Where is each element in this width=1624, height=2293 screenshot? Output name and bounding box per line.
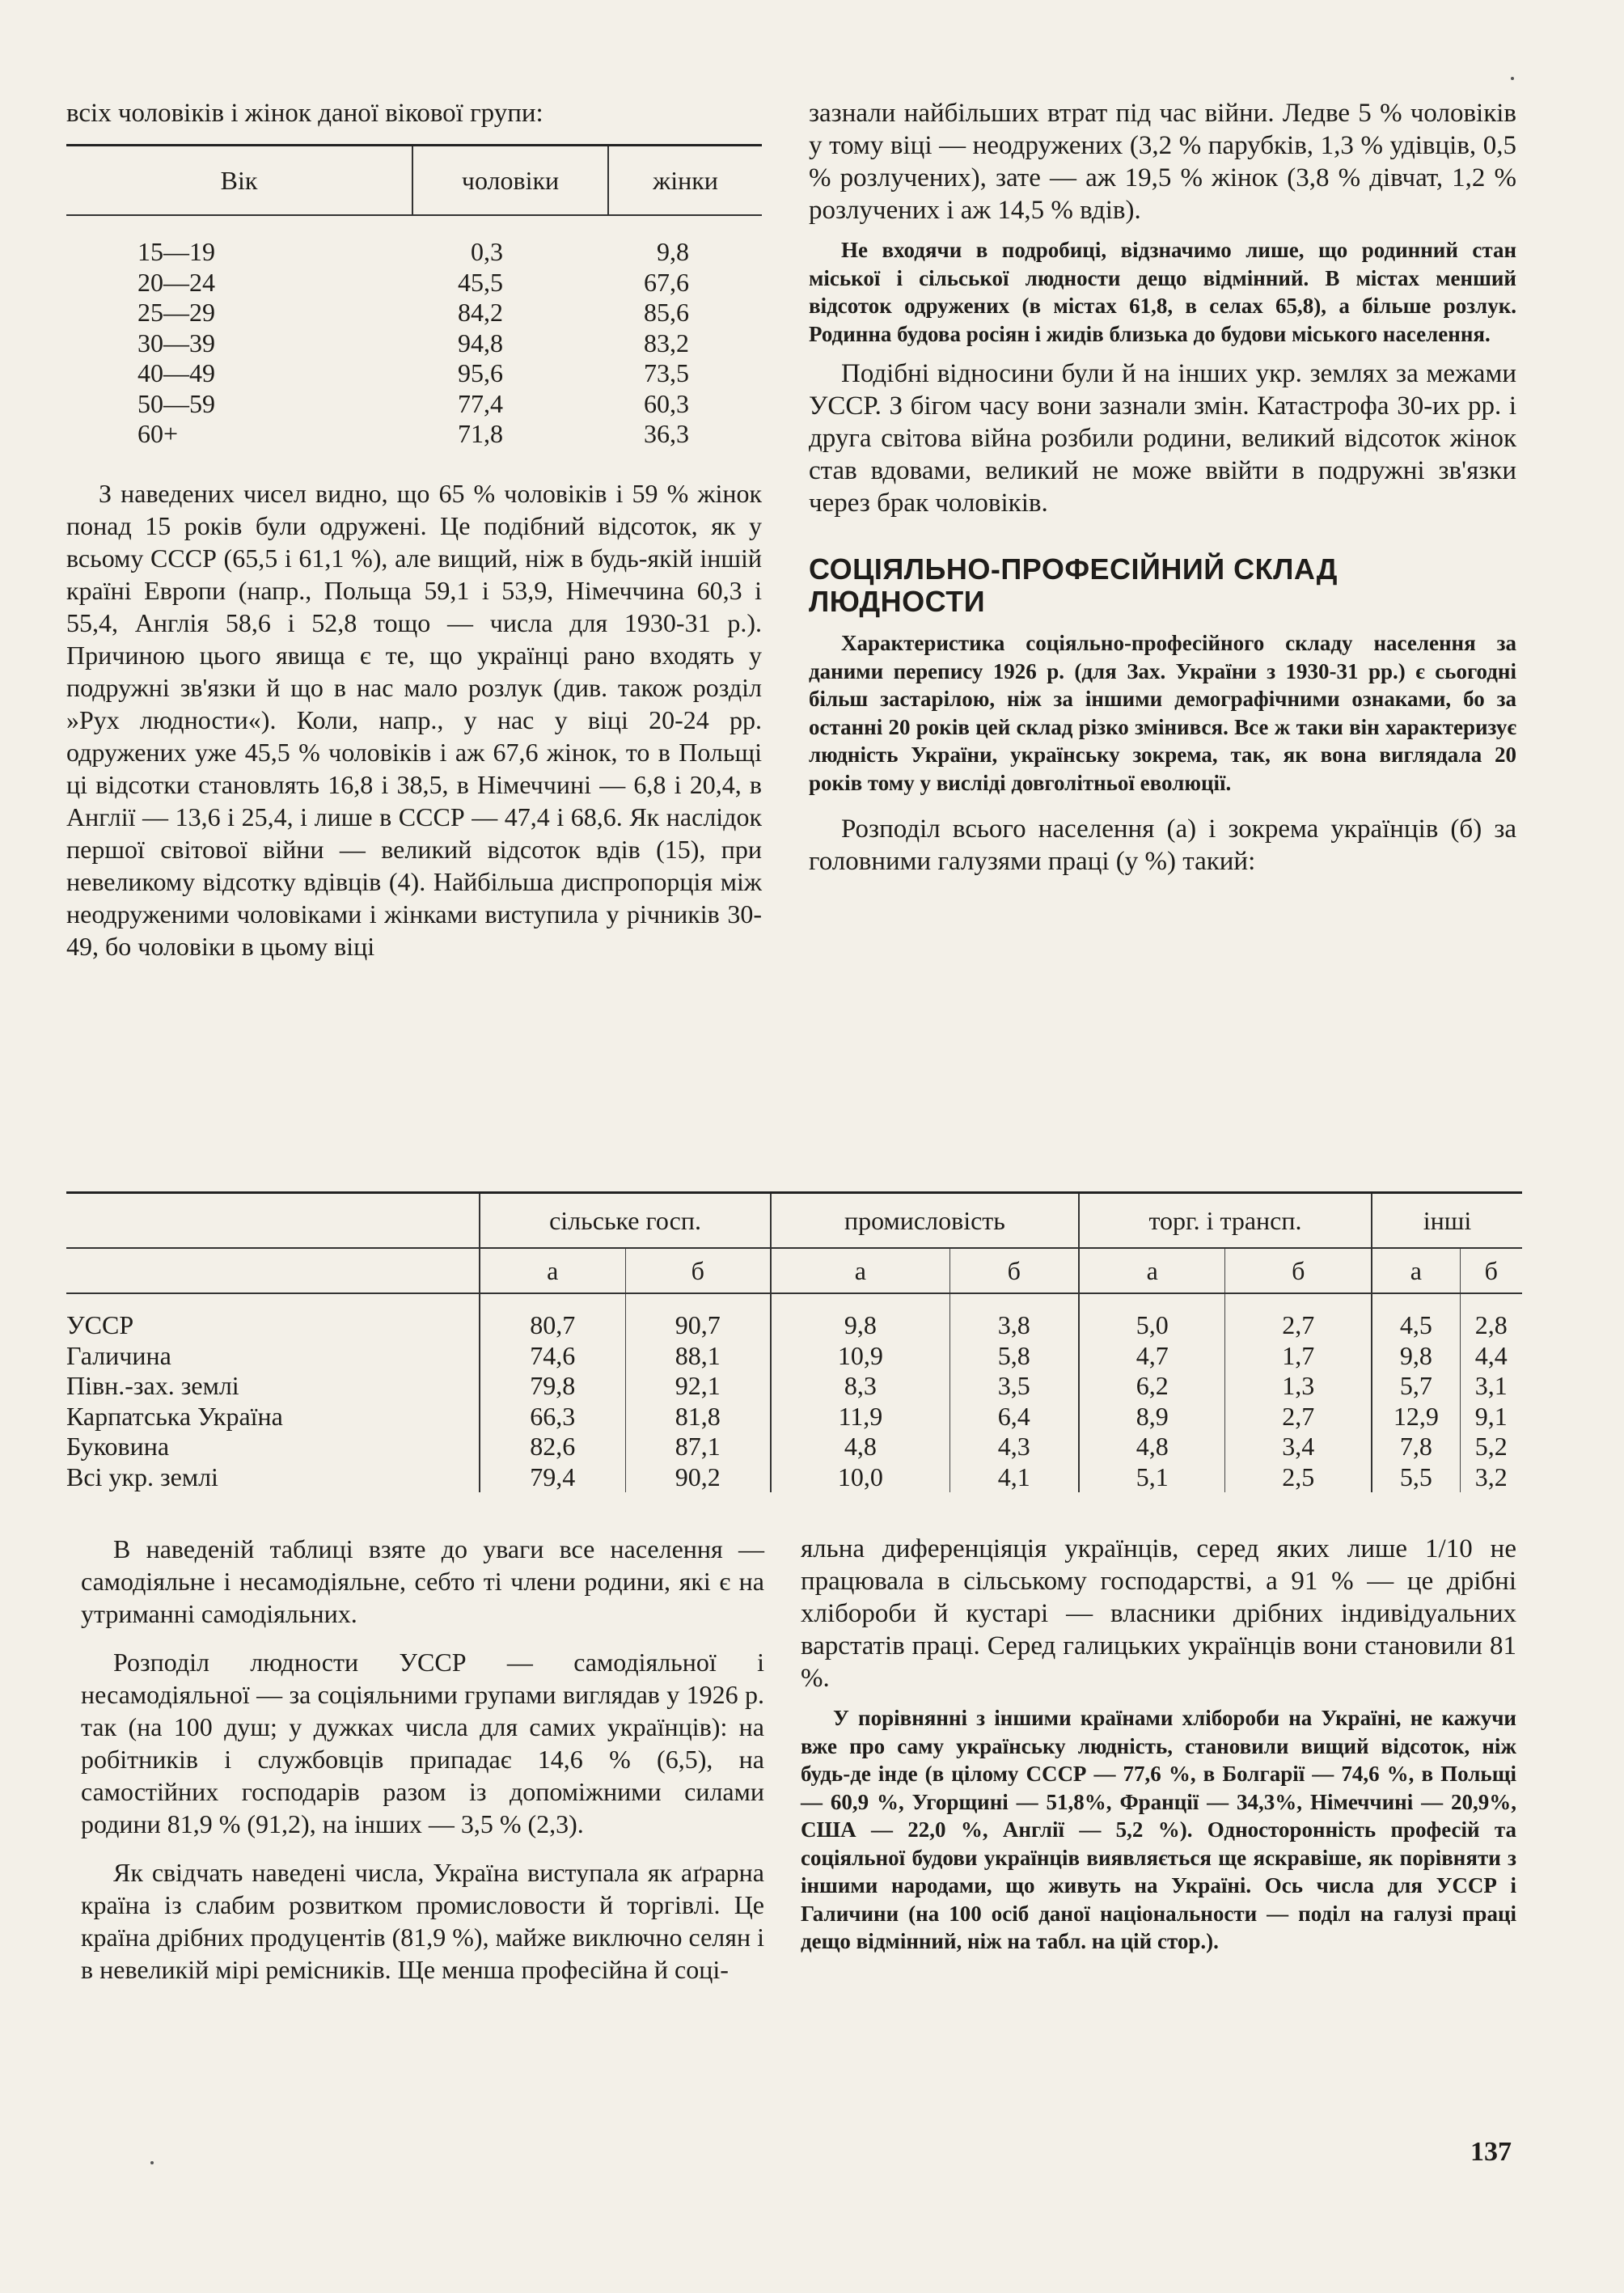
- trade-a-cell: 4,7: [1079, 1341, 1225, 1372]
- men-cell: 45,5: [458, 267, 504, 297]
- sub-header-b: б: [1225, 1248, 1372, 1293]
- men-cell: 0,3: [471, 237, 504, 267]
- paragraph-other-lands: Подібні відносини були й на інших укр. землях за межами УССР. З бігом часу вони зазнали змін. Катастрофа 30-их рр. і друга світова війна розбили родини, великий відсоток жінок став вдовами, великий не може ввійти в подружні зв'язки через брак чоловіків.: [809, 359, 1516, 518]
- agri-a-cell: 79,4: [480, 1462, 625, 1493]
- agri-a-cell: 74,6: [480, 1341, 625, 1372]
- age-table-row: [66, 215, 762, 268]
- sub-header-b: б: [625, 1248, 771, 1293]
- trade-a-cell: 5,0: [1079, 1293, 1225, 1341]
- other-a-cell: 5,5: [1372, 1462, 1460, 1493]
- intro-line: всіх чоловіків і жінок даної вікової групи:: [66, 99, 543, 128]
- industry-a-cell: 11,9: [771, 1402, 949, 1432]
- sub-header-b: б: [1460, 1248, 1522, 1293]
- trade-b-cell: 2,5: [1225, 1462, 1372, 1493]
- age-header: Вік: [66, 146, 412, 216]
- industry-a-cell: 10,0: [771, 1462, 949, 1493]
- women-header: жінки: [608, 146, 762, 216]
- men-header: чоловіки: [412, 146, 608, 216]
- age-cell: 50—59: [137, 388, 215, 418]
- group-header-other: інші: [1372, 1193, 1522, 1249]
- agri-a-cell: 80,7: [480, 1293, 625, 1341]
- women-cell: 67,6: [644, 267, 689, 297]
- occupation-table-row: [66, 1462, 1522, 1493]
- note-urban-rural: Не входячи в подробиці, відзначимо лише, що родинний стан міської і сільської людности дещо відмінний. В містах менший відсоток одружених (в містах 61,8, в селах 65,8), а більше розлук. Родинна будова росіян і жидів близька до будови міського населення.: [809, 238, 1516, 346]
- agri-a-cell: 82,6: [480, 1432, 625, 1462]
- age-cell: 25—29: [137, 298, 215, 328]
- other-b-cell: 3,2: [1460, 1462, 1522, 1493]
- women-cell: 73,5: [644, 358, 689, 388]
- age-cell: 15—19: [137, 237, 215, 267]
- paragraph-distribution-intro: Розподіл всього населення (а) і зокрема українців (б) за головними галузями праці (у %) такий:: [809, 814, 1516, 876]
- left-column-top: [66, 97, 762, 962]
- trade-b-cell: 2,7: [1225, 1293, 1372, 1341]
- industry-a-cell: 10,9: [771, 1341, 949, 1372]
- other-b-cell: 4,4: [1460, 1341, 1522, 1372]
- trade-b-cell: 2,7: [1225, 1402, 1372, 1432]
- region-cell: Карпатська Україна: [66, 1401, 283, 1431]
- agri-b-cell: 90,2: [625, 1462, 771, 1493]
- agri-b-cell: 81,8: [625, 1402, 771, 1432]
- paragraph-marriage-stats: З наведених чисел видно, що 65 % чоловіків і 59 % жінок понад 15 років були одружені. Це подібний відсоток, як у всьому СССР (65,5 і 61,1 %), але вищий, ніж в будь-якій іншій країні Европи (напр., Польща 59,1 і 53,9, Німеччина 60,3 і 55,4, Англія 58,6 і 52,8 тощо — числа для 1930-31 р.). Причиною цього явища є те, що українці рано входять у подружні зв'язки й що в нас мало розлук (див. також розділ »Рух людности«). Коли, напр., у нас у віці 20-24 рр. одружених уже 45,5 % чоловіків і аж 67,6 жінок, то в Польщі ці відсотки становлять 16,8 і 38,5, в Німеччині — 6,8 і 20,4, в Англії — 13,6 і 25,4, і лише в СССР — 47,4 і 68,6. Як наслідок першої світової війни — великий відсоток вдів (15), при невеликому відсотку вдівців (4). Найбільша диспропорція між неодруженими чоловіками і жінками виступила у річників 30-49, бо чоловіки в цьому віці: [66, 478, 762, 961]
- paragraph-agrarian: Як свідчать наведені числа, Україна виступала як аґрарна країна із слабим розвитком промисловости й торгівлі. Це країна дрібних продуцентів (81,9 %), майже виключно селян і в невеликій мірі ремісників. Ще менша професійна й соці-: [81, 1858, 764, 1984]
- industry-b-cell: 6,4: [949, 1402, 1079, 1432]
- age-table: [66, 144, 762, 450]
- other-b-cell: 3,1: [1460, 1371, 1522, 1402]
- page-number: 137: [1470, 2137, 1512, 2167]
- occupation-table-row: [66, 1371, 1522, 1402]
- men-cell: 77,4: [458, 388, 504, 418]
- print-speck: [1511, 77, 1514, 80]
- trade-a-cell: 8,9: [1079, 1402, 1225, 1432]
- occupation-table-row: [66, 1402, 1522, 1432]
- women-cell: 83,2: [644, 328, 689, 357]
- age-table-row: [66, 268, 762, 298]
- group-header-agriculture: сільське госп.: [480, 1193, 771, 1249]
- trade-a-cell: 4,8: [1079, 1432, 1225, 1462]
- age-table-row: [66, 389, 762, 420]
- region-header-empty: [66, 1193, 480, 1249]
- industry-a-cell: 4,8: [771, 1432, 949, 1462]
- men-cell: 71,8: [458, 419, 504, 449]
- paragraph-differentiation: яльна диференціяція українців, серед яких лише 1/10 не працювала в сільському господарстві, а 91 % — це дрібні хлібороби й кустарі — власники дрібних індивідуальних варстатів праці. Серед галицьких українців вони становили 81 %.: [801, 1534, 1516, 1693]
- other-a-cell: 5,7: [1372, 1371, 1460, 1402]
- trade-a-cell: 6,2: [1079, 1371, 1225, 1402]
- age-cell: 40—49: [137, 358, 215, 388]
- age-cell: 60+: [137, 419, 179, 449]
- trade-b-cell: 1,7: [1225, 1341, 1372, 1372]
- paragraph-war-losses: зазнали найбільших втрат під час війни. Ледве 5 % чоловіків у тому віці — неодружених (3,2 % парубків, 1,3 % удівців, 0,5 % розлучених), зате — аж 19,5 % жінок (3,8 % дівчат, 1,2 % розлучених і аж 14,5 % вдів).: [809, 99, 1516, 225]
- right-column-top: [809, 97, 1516, 878]
- group-header-trade: торг. і трансп.: [1079, 1193, 1372, 1249]
- agri-b-cell: 88,1: [625, 1341, 771, 1372]
- women-cell: 85,6: [644, 298, 689, 328]
- industry-a-cell: 9,8: [771, 1293, 949, 1341]
- age-table-row: [66, 419, 762, 450]
- other-b-cell: 2,8: [1460, 1293, 1522, 1341]
- industry-b-cell: 3,8: [949, 1293, 1079, 1341]
- print-speck: [150, 2161, 154, 2164]
- sub-header-a: а: [1079, 1248, 1225, 1293]
- sub-header-a: а: [771, 1248, 949, 1293]
- paragraph-table-note: В наведеній таблиці взяте до уваги все населення — самодіяльне і несамодіяльне, себто ті члени родини, які є на утриманні самодіяльних.: [81, 1534, 764, 1628]
- other-b-cell: 9,1: [1460, 1402, 1522, 1432]
- industry-b-cell: 3,5: [949, 1371, 1079, 1402]
- region-cell: Галичина: [66, 1340, 171, 1370]
- other-a-cell: 7,8: [1372, 1432, 1460, 1462]
- other-a-cell: 4,5: [1372, 1293, 1460, 1341]
- occupation-table: [66, 1191, 1522, 1492]
- occupation-table-row: [66, 1432, 1522, 1462]
- age-table-row: [66, 298, 762, 328]
- agri-a-cell: 66,3: [480, 1402, 625, 1432]
- men-cell: 94,8: [458, 328, 504, 357]
- trade-b-cell: 1,3: [1225, 1371, 1372, 1402]
- region-cell: Буковина: [66, 1432, 170, 1462]
- region-cell: Всі укр. землі: [66, 1462, 218, 1491]
- other-a-cell: 9,8: [1372, 1341, 1460, 1372]
- occupation-table-block: [66, 1191, 1522, 1492]
- agri-a-cell: 79,8: [480, 1371, 625, 1402]
- industry-b-cell: 5,8: [949, 1341, 1079, 1372]
- sub-header-empty: [66, 1248, 480, 1293]
- industry-a-cell: 8,3: [771, 1371, 949, 1402]
- other-b-cell: 5,2: [1460, 1432, 1522, 1462]
- women-cell: 9,8: [657, 237, 689, 267]
- group-header-industry: промисловість: [771, 1193, 1079, 1249]
- age-cell: 20—24: [137, 267, 215, 297]
- trade-a-cell: 5,1: [1079, 1462, 1225, 1493]
- agri-b-cell: 87,1: [625, 1432, 771, 1462]
- sub-header-a: а: [1372, 1248, 1460, 1293]
- occupation-table-row: [66, 1293, 1522, 1341]
- industry-b-cell: 4,1: [949, 1462, 1079, 1493]
- section-heading: СОЦІЯЛЬНО-ПРОФЕСІЙНИЙ СКЛАД ЛЮДНОСТИ: [809, 552, 1338, 618]
- agri-b-cell: 92,1: [625, 1371, 771, 1402]
- other-a-cell: 12,9: [1372, 1402, 1460, 1432]
- women-cell: 60,3: [644, 388, 689, 418]
- sub-header-b: б: [949, 1248, 1079, 1293]
- region-cell: УССР: [66, 1310, 134, 1340]
- age-table-row: [66, 358, 762, 389]
- region-cell: Півн.-зах. землі: [66, 1371, 239, 1401]
- age-cell: 30—39: [137, 328, 215, 357]
- note-comparison: У порівнянні з іншими країнами хлібороби на Україні, не кажучи вже про саму українську людність, становили вищий відсоток, ніж будь-де інде (в цілому СССР — 77,6 %, в Болгарії — 74,6 %, в Польщі — 60,9 %, Угорщині — 51,8%, Франції — 34,3%, Німеччині — 20,9%, США — 22,0 %, Англії — 5,2 %). Односторонність професій та соціяльної будови українців виявляється ще яскравіше, як порівняти з іншими народами, що живуть на Україні. Ось числа для УССР і Галичини (на 100 осіб даної національности — поділ на галузі праці дещо відмінний, ніж на табл. на цій стор.).: [801, 1706, 1516, 1953]
- women-cell: 36,3: [644, 419, 689, 449]
- left-column-bottom: [81, 1533, 764, 1986]
- industry-b-cell: 4,3: [949, 1432, 1079, 1462]
- sub-header-a: а: [480, 1248, 625, 1293]
- men-cell: 84,2: [458, 298, 504, 328]
- agri-b-cell: 90,7: [625, 1293, 771, 1341]
- men-cell: 95,6: [458, 358, 504, 388]
- note-census: Характеристика соціяльно-професійного складу населення за даними перепису 1926 р. (для Зах. України з 1930-31 рр.) є сьогодні більш застарілою, ніж за іншими демографічними ознаками, бо за останні 20 років цей склад різко змінився. Все ж таки він характеризує людність України, українську зокрема, так, як вона виглядала 20 років тому у висліді довголітньої еволюції.: [809, 631, 1516, 795]
- occupation-table-row: [66, 1341, 1522, 1372]
- right-column-bottom: [801, 1533, 1516, 1956]
- trade-b-cell: 3,4: [1225, 1432, 1372, 1462]
- age-table-row: [66, 328, 762, 359]
- paragraph-social-groups: Розподіл людности УССР — самодіяльної і несамодіяльної — за соціяльними групами виглядав у 1926 р. так (на 100 душ; у дужках числа для самих українців): на робітників і службовців припадає 14,6 % (6,5), на самостійних господарів разом із допоміжними силами родини 81,9 % (91,2), на інших — 3,5 % (2,3).: [81, 1648, 764, 1838]
